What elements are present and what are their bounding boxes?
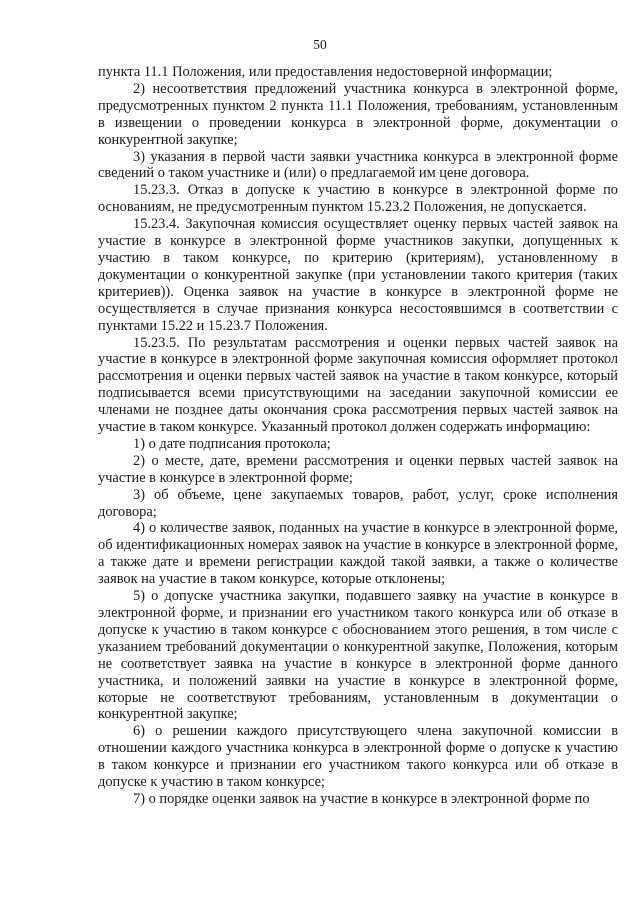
paragraph-15-23-5: 15.23.5. По результатам рассмотрения и оценки первых частей заявок на участие в конкурсе в электронной форме закупочная комиссия оформляет протокол рассмотрения и оценки первых частей заявок на участие в таком конкурсе, который подписывается всеми присутствующими на заседании закупочной комиссии ее членами не позднее даты окончания срока рассмотрения первых частей заявок на участие в таком конкурсе. Указанный протокол должен содержать информацию:	[98, 334, 618, 436]
list-item-7: 7) о порядке оценки заявок на участие в конкурсе в электронной форме по	[133, 790, 590, 807]
list-item-1: 1) о дате подписания протокола;	[133, 435, 331, 452]
page-number: 50	[313, 37, 327, 52]
paragraph-item-2: 2) несоответствия предложений участника конкурса в электронной форме, предусмотренных пунктом 2 пункта 11.1 Положения, требованиям, установленным в извещении о проведении конкурса в электронной форме, документации о конкурентной закупке;	[98, 80, 618, 148]
paragraph-15-23-4: 15.23.4. Закупочная комиссия осуществляет оценку первых частей заявок на участие в конкурсе в электронной форме участников закупки, допущенных к участию в таком конкурсе, по критерию (критериям), установленному в документации о конкурентной закупке (при установлении такого критерия (таких критериев)). Оценка заявок на участие в конкурсе в электронной форме не осуществляется в случае признания конкурса несостоявшимся в соответствии с пунктами 15.22 и 15.23.7 Положения.	[98, 216, 618, 334]
list-item-2: 2) о месте, дате, времени рассмотрения и оценки первых частей заявок на участие в конкурсе в электронной форме;	[98, 452, 618, 486]
paragraph-continuation: пункта 11.1 Положения, или предоставления недостоверной информации;	[98, 64, 553, 80]
body-text	[98, 64, 618, 808]
paragraph-15-23-3: 15.23.3. Отказ в допуске к участию в конкурсе в электронной форме по основаниям, не предусмотренным пунктом 15.23.2 Положения, не допускается.	[98, 182, 618, 216]
paragraph-item-3: 3) указания в первой части заявки участника конкурса в электронной форме сведений о таком участнике и (или) о предлагаемой им цене договора.	[98, 148, 618, 182]
list-item-5: 5) о допуске участника закупки, подавшего заявку на участие в конкурсе в электронной форме, и признании его участником такого конкурса или об отказе в допуске к участию в таком конкурсе с обоснованием этого решения, в том числе с указанием требований документации о конкурентной закупке, Положения, которым не соответствует заявка на участие в конкурсе в электронной форме данного участника, и положений заявки на участие в конкурсе в электронной форме, которые не соответствуют требованиям, установленным в документации о конкурентной закупке;	[98, 588, 618, 723]
list-item-3: 3) об объеме, цене закупаемых товаров, работ, услуг, сроке исполнения договора;	[98, 486, 618, 520]
list-item-6: 6) о решении каждого присутствующего члена закупочной комиссии в отношении каждого участника конкурса в электронной форме о допуске к участию в таком конкурсе и признании его участником такого конкурса или об отказе в допуске к участию в таком конкурсе;	[98, 723, 618, 791]
list-item-4: 4) о количестве заявок, поданных на участие в конкурсе в электронной форме, об идентификационных номерах заявок на участие в конкурсе в электронной форме, а также дате и времени регистрации каждой такой заявки, а также о количестве заявок на участие в таком конкурсе, которые отклонены;	[98, 520, 618, 588]
